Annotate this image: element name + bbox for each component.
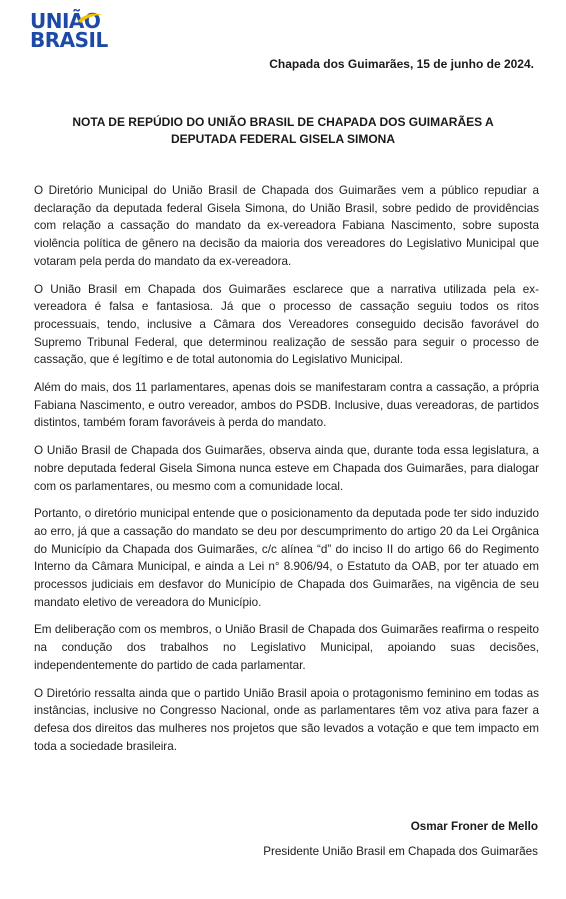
paragraph: Além do mais, dos 11 parlamentares, apenas dois se manifestaram contra a cassação, a própria Fabiana Nascimento, e outro vereador, ambos do PSDB. Inclusive, duas vereadoras, de partidos distintos, também foram favoráveis à perda do mandato.	[34, 381, 539, 430]
paragraph: Portanto, o diretório municipal entende que o posicionamento da deputada pode ter sido induzido ao erro, já que a cassação do mandato se deu por descumprimento do artigo 20 da Lei Orgânica do Município da Chapada dos Guimarães, c/c alínea “d” do inciso II do artigo 66 do Regimento Interno da Câmara Municipal, e ainda a Lei n° 8.906/94, o Estatuto da OAB, por ter atuado em processos judiciais em desfavor do Município de Chapada dos Guimarães, na vigência de seu mandato eletivo de vereadora do Município.	[34, 507, 539, 609]
party-logo	[30, 9, 110, 54]
signer-name: Osmar Froner de Mello	[410, 820, 538, 833]
logo-word-uniao: UNIÃO	[30, 9, 101, 33]
paragraph: O Diretório Municipal do União Brasil de Chapada dos Guimarães vem a público repudiar a declaração da deputada federal Gisela Simona, do União Brasil, sobre pedido de providências com relação a cassação do mandato da ex-vereadora Fabiana Nascimento, sobre suposta violência política de gênero na decisão da maioria dos vereadores do Legislativo Municipal que votaram pela perda do mandato da ex-vereadora.	[34, 184, 539, 268]
paragraph: O Diretório ressalta ainda que o partido União Brasil apoia o protagonismo feminino em todas as instâncias, inclusive no Congresso Nacional, onde as parlamentares têm voz ativa para fazer a defesa dos direitos das mulheres nos projetos que são levados a votação e que tem impacto em toda a sociedade brasileira.	[34, 686, 539, 753]
document-body	[34, 182, 539, 765]
signer-role: Presidente União Brasil em Chapada dos Guimarães	[263, 845, 538, 858]
paragraph: O União Brasil em Chapada dos Guimarães esclarece que a narrativa utilizada pela ex-vereadora é falsa e fantasiosa. Já que o processo de cassação seguiu todos os ritos processuais, tendo, inclusive a Câmara dos Vereadores conseguido decisão favorável do Supremo Tribunal Federal, que determinou realização de sessão para seguir o processo de cassação, que é legítimo e de total autonomia do Legislativo Municipal.	[34, 282, 539, 367]
paragraph: O União Brasil de Chapada dos Guimarães, observa ainda que, durante toda essa legislatura, a nobre deputada federal Gisela Simona nunca esteve em Chapada dos Guimarães, para dialogar com os parlamentares, ou mesmo com a comunidade local.	[34, 444, 539, 493]
document-title: NOTA DE REPÚDIO DO UNIÃO BRASIL DE CHAPADA DOS GUIMARÃES A DEPUTADA FEDERAL GISELA SIMONA	[72, 115, 494, 146]
document-date: Chapada dos Guimarães, 15 de junho de 2024.	[269, 57, 534, 71]
logo-word-brasil: BRASIL	[30, 28, 108, 52]
logo-swoosh-icon	[76, 12, 104, 24]
paragraph: Em deliberação com os membros, o União Brasil de Chapada dos Guimarães reafirma o respeito na condução dos trabalhos no Legislativo Municipal, apoiando suas decisões, independentemente do partido de cada parlamentar.	[34, 623, 539, 672]
